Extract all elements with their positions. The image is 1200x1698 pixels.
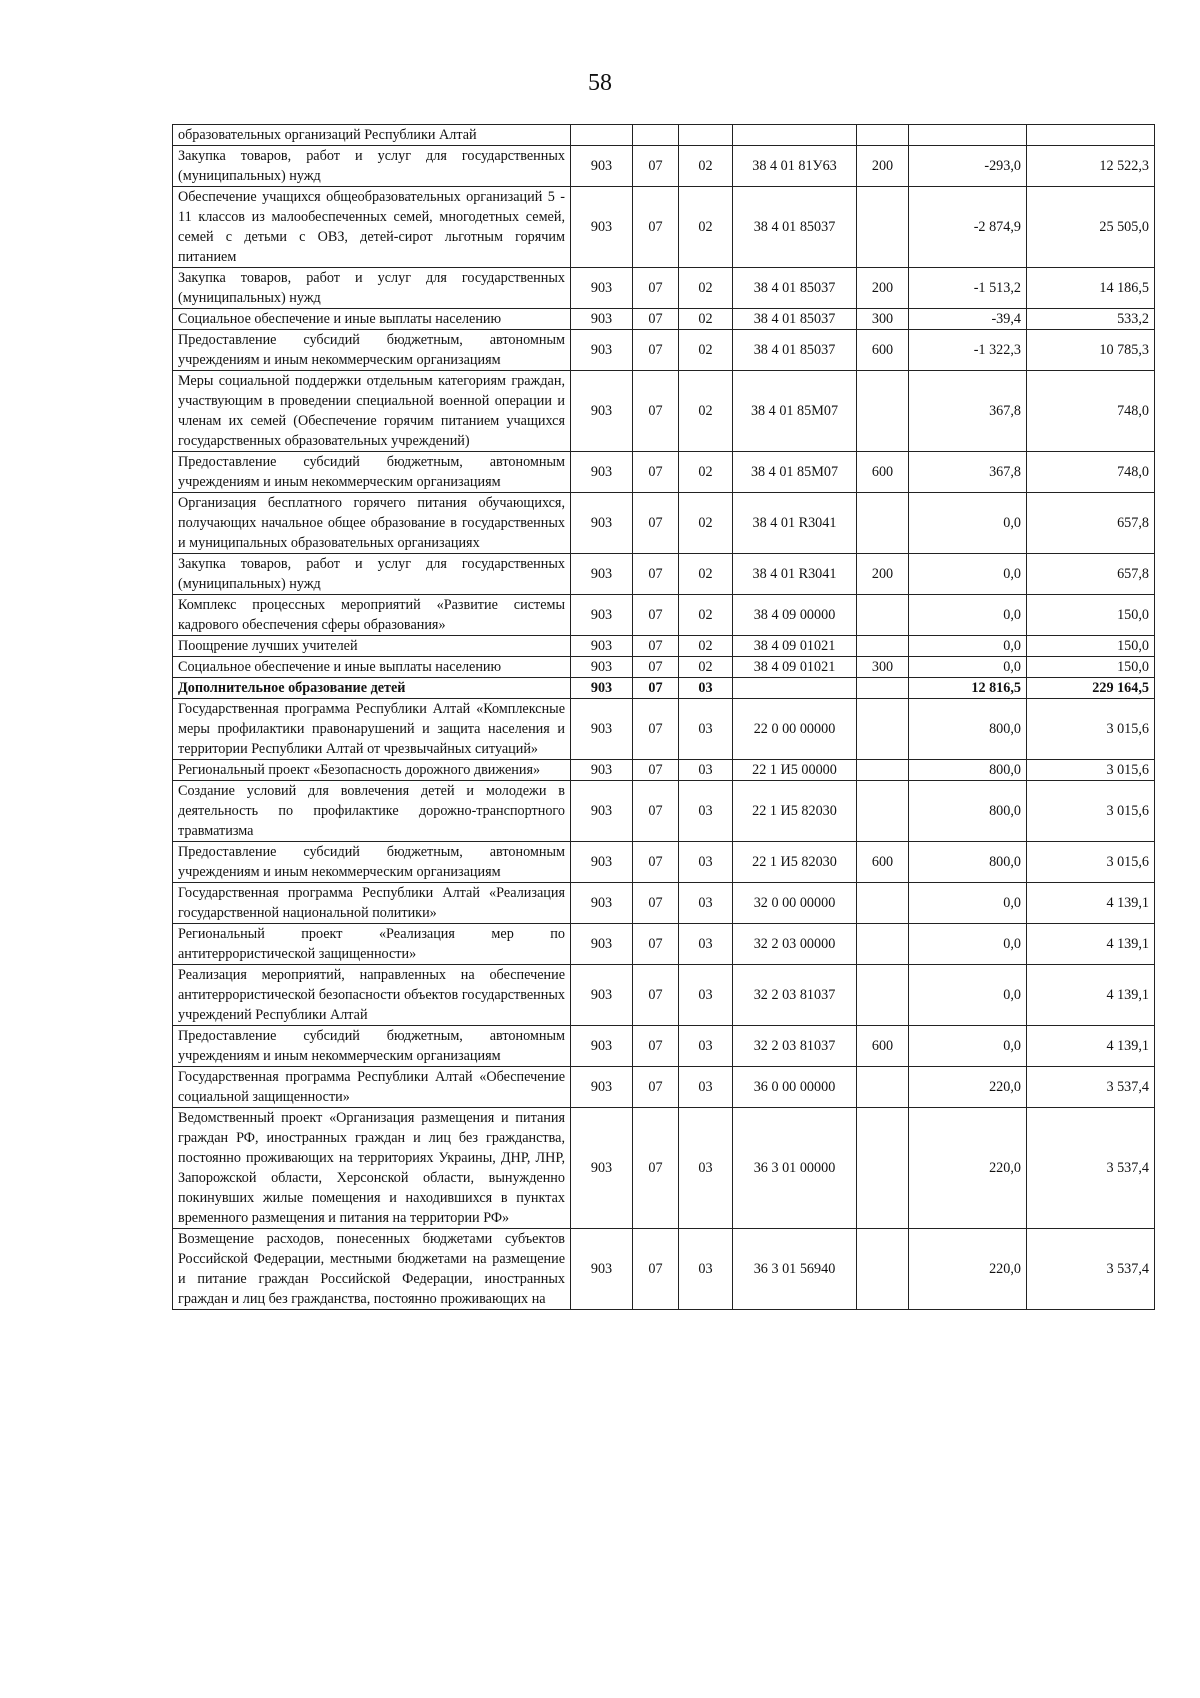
total-amount-cell: 4 139,1 (1027, 883, 1155, 924)
target-article-cell: 38 4 09 01021 (733, 636, 857, 657)
table-row (173, 1026, 1155, 1067)
grbs-code-cell: 903 (571, 678, 633, 699)
grbs-code-cell: 903 (571, 330, 633, 371)
table-row (173, 699, 1155, 760)
section-code-cell: 07 (633, 760, 679, 781)
total-amount-cell: 748,0 (1027, 371, 1155, 452)
grbs-code-cell: 903 (571, 1026, 633, 1067)
expense-type-cell (857, 1229, 909, 1310)
total-amount-cell: 3 015,6 (1027, 842, 1155, 883)
grbs-code-cell: 903 (571, 636, 633, 657)
grbs-code-cell: 903 (571, 760, 633, 781)
subsection-code-cell: 03 (679, 842, 733, 883)
expense-name-cell: Меры социальной поддержки отдельным категориям граждан, участвующим в проведении специальной военной операции и членам их семей (Обеспечение горячим питанием учащихся государственных образовательных учреждений) (173, 371, 571, 452)
grbs-code-cell: 903 (571, 924, 633, 965)
grbs-code-cell: 903 (571, 965, 633, 1026)
expense-name-cell: Комплекс процессных мероприятий «Развитие системы кадрового обеспечения сферы образования» (173, 595, 571, 636)
grbs-code-cell: 903 (571, 309, 633, 330)
change-amount-cell: 220,0 (909, 1229, 1027, 1310)
budget-table-body (173, 125, 1155, 1310)
total-amount-cell: 10 785,3 (1027, 330, 1155, 371)
subsection-code-cell: 02 (679, 146, 733, 187)
table-row (173, 146, 1155, 187)
grbs-code-cell (571, 125, 633, 146)
expense-type-cell (857, 125, 909, 146)
target-article-cell: 22 1 И5 00000 (733, 760, 857, 781)
change-amount-cell: 12 816,5 (909, 678, 1027, 699)
section-code-cell: 07 (633, 554, 679, 595)
change-amount-cell: 0,0 (909, 883, 1027, 924)
budget-table (172, 124, 1155, 1310)
change-amount-cell: 0,0 (909, 554, 1027, 595)
expense-type-cell (857, 595, 909, 636)
section-code-cell: 07 (633, 146, 679, 187)
grbs-code-cell: 903 (571, 493, 633, 554)
change-amount-cell: 0,0 (909, 965, 1027, 1026)
grbs-code-cell: 903 (571, 595, 633, 636)
section-code-cell: 07 (633, 781, 679, 842)
expense-type-cell: 600 (857, 1026, 909, 1067)
change-amount-cell: 367,8 (909, 452, 1027, 493)
expense-name-cell: Дополнительное образование детей (173, 678, 571, 699)
section-code-cell: 07 (633, 1108, 679, 1229)
section-code-cell: 07 (633, 883, 679, 924)
grbs-code-cell: 903 (571, 1067, 633, 1108)
target-article-cell (733, 125, 857, 146)
change-amount-cell: -1 513,2 (909, 268, 1027, 309)
section-code-cell (633, 125, 679, 146)
table-row (173, 309, 1155, 330)
total-amount-cell: 3 015,6 (1027, 699, 1155, 760)
expense-type-cell (857, 965, 909, 1026)
target-article-cell (733, 678, 857, 699)
change-amount-cell (909, 125, 1027, 146)
change-amount-cell: 0,0 (909, 657, 1027, 678)
total-amount-cell: 533,2 (1027, 309, 1155, 330)
expense-type-cell: 200 (857, 268, 909, 309)
table-row (173, 595, 1155, 636)
subsection-code-cell: 02 (679, 595, 733, 636)
expense-type-cell: 600 (857, 330, 909, 371)
subsection-code-cell: 03 (679, 924, 733, 965)
expense-name-cell: Закупка товаров, работ и услуг для государственных (муниципальных) нужд (173, 268, 571, 309)
expense-type-cell: 300 (857, 309, 909, 330)
expense-name-cell: Обеспечение учащихся общеобразовательных организаций 5 - 11 классов из малообеспеченных семей, многодетных семей, семей с детьми с ОВЗ, детей-сирот льготным горячим питанием (173, 187, 571, 268)
subsection-code-cell: 03 (679, 781, 733, 842)
table-row (173, 924, 1155, 965)
change-amount-cell: 220,0 (909, 1108, 1027, 1229)
subsection-code-cell: 03 (679, 1108, 733, 1229)
target-article-cell: 32 2 03 81037 (733, 965, 857, 1026)
grbs-code-cell: 903 (571, 1229, 633, 1310)
total-amount-cell: 4 139,1 (1027, 965, 1155, 1026)
table-row (173, 657, 1155, 678)
total-amount-cell: 12 522,3 (1027, 146, 1155, 187)
grbs-code-cell: 903 (571, 657, 633, 678)
section-code-cell: 07 (633, 842, 679, 883)
section-code-cell: 07 (633, 595, 679, 636)
expense-name-cell: Социальное обеспечение и иные выплаты населению (173, 309, 571, 330)
target-article-cell: 32 2 03 00000 (733, 924, 857, 965)
table-row (173, 330, 1155, 371)
target-article-cell: 38 4 01 85М07 (733, 452, 857, 493)
section-code-cell: 07 (633, 187, 679, 268)
target-article-cell: 38 4 01 85037 (733, 330, 857, 371)
table-row (173, 760, 1155, 781)
change-amount-cell: 800,0 (909, 760, 1027, 781)
page-number: 58 (588, 70, 612, 96)
target-article-cell: 38 4 09 00000 (733, 595, 857, 636)
target-article-cell: 22 1 И5 82030 (733, 781, 857, 842)
table-row (173, 636, 1155, 657)
expense-type-cell (857, 1108, 909, 1229)
subsection-code-cell: 03 (679, 883, 733, 924)
grbs-code-cell: 903 (571, 883, 633, 924)
table-row (173, 371, 1155, 452)
change-amount-cell: 800,0 (909, 781, 1027, 842)
total-amount-cell: 4 139,1 (1027, 1026, 1155, 1067)
target-article-cell: 38 4 01 R3041 (733, 554, 857, 595)
expense-name-cell: Реализация мероприятий, направленных на обеспечение антитеррористической безопасности объектов государственных учреждений Республики Алтай (173, 965, 571, 1026)
expense-name-cell: Государственная программа Республики Алтай «Реализация государственной национальной политики» (173, 883, 571, 924)
subsection-code-cell: 03 (679, 760, 733, 781)
section-code-cell: 07 (633, 636, 679, 657)
expense-type-cell (857, 636, 909, 657)
change-amount-cell: -2 874,9 (909, 187, 1027, 268)
target-article-cell: 38 4 01 85037 (733, 187, 857, 268)
table-row (173, 965, 1155, 1026)
section-code-cell: 07 (633, 1067, 679, 1108)
total-amount-cell: 748,0 (1027, 452, 1155, 493)
table-row (173, 883, 1155, 924)
subsection-code-cell: 03 (679, 965, 733, 1026)
grbs-code-cell: 903 (571, 842, 633, 883)
grbs-code-cell: 903 (571, 554, 633, 595)
expense-type-cell (857, 760, 909, 781)
change-amount-cell: 800,0 (909, 699, 1027, 760)
expense-name-cell: Региональный проект «Безопасность дорожного движения» (173, 760, 571, 781)
subsection-code-cell: 03 (679, 699, 733, 760)
section-code-cell: 07 (633, 657, 679, 678)
grbs-code-cell: 903 (571, 699, 633, 760)
expense-type-cell (857, 699, 909, 760)
target-article-cell: 38 4 01 81У63 (733, 146, 857, 187)
expense-type-cell (857, 924, 909, 965)
section-code-cell: 07 (633, 452, 679, 493)
expense-type-cell (857, 883, 909, 924)
table-row (173, 125, 1155, 146)
change-amount-cell: 367,8 (909, 371, 1027, 452)
expense-name-cell: Социальное обеспечение и иные выплаты населению (173, 657, 571, 678)
expense-type-cell (857, 493, 909, 554)
table-row (173, 452, 1155, 493)
grbs-code-cell: 903 (571, 1108, 633, 1229)
target-article-cell: 32 0 00 00000 (733, 883, 857, 924)
table-row (173, 187, 1155, 268)
expense-type-cell: 300 (857, 657, 909, 678)
total-amount-cell: 14 186,5 (1027, 268, 1155, 309)
table-row (173, 493, 1155, 554)
table-row (173, 1067, 1155, 1108)
expense-name-cell: Организация бесплатного горячего питания обучающихся, получающих начальное общее образование в государственных и муниципальных образовательных организациях (173, 493, 571, 554)
total-amount-cell: 150,0 (1027, 595, 1155, 636)
subsection-code-cell: 02 (679, 330, 733, 371)
table-row (173, 781, 1155, 842)
grbs-code-cell: 903 (571, 371, 633, 452)
subsection-code-cell: 02 (679, 636, 733, 657)
expense-type-cell: 200 (857, 554, 909, 595)
subsection-code-cell: 02 (679, 309, 733, 330)
subsection-code-cell: 02 (679, 268, 733, 309)
expense-name-cell: Государственная программа Республики Алтай «Обеспечение социальной защищенности» (173, 1067, 571, 1108)
change-amount-cell: 220,0 (909, 1067, 1027, 1108)
expense-type-cell (857, 781, 909, 842)
change-amount-cell: 0,0 (909, 636, 1027, 657)
expense-type-cell (857, 187, 909, 268)
table-row (173, 678, 1155, 699)
subsection-code-cell: 02 (679, 452, 733, 493)
section-code-cell: 07 (633, 1026, 679, 1067)
expense-name-cell: Закупка товаров, работ и услуг для государственных (муниципальных) нужд (173, 146, 571, 187)
expense-name-cell: Региональный проект «Реализация мер по антитеррористической защищенности» (173, 924, 571, 965)
total-amount-cell: 25 505,0 (1027, 187, 1155, 268)
total-amount-cell: 4 139,1 (1027, 924, 1155, 965)
table-row (173, 554, 1155, 595)
expense-name-cell: Предоставление субсидий бюджетным, автономным учреждениям и иным некоммерческим организациям (173, 330, 571, 371)
target-article-cell: 38 4 01 85037 (733, 309, 857, 330)
total-amount-cell: 657,8 (1027, 554, 1155, 595)
expense-name-cell: Создание условий для вовлечения детей и молодежи в деятельность по профилактике дорожно-транспортного травматизма (173, 781, 571, 842)
total-amount-cell (1027, 125, 1155, 146)
subsection-code-cell: 03 (679, 1067, 733, 1108)
section-code-cell: 07 (633, 699, 679, 760)
table-row (173, 268, 1155, 309)
total-amount-cell: 3 537,4 (1027, 1067, 1155, 1108)
target-article-cell: 36 3 01 00000 (733, 1108, 857, 1229)
subsection-code-cell (679, 125, 733, 146)
expense-type-cell (857, 1067, 909, 1108)
total-amount-cell: 150,0 (1027, 636, 1155, 657)
total-amount-cell: 3 015,6 (1027, 781, 1155, 842)
expense-name-cell: Ведомственный проект «Организация размещения и питания граждан РФ, иностранных граждан и лиц без гражданства, постоянно проживающих на территориях Украины, ДНР, ЛНР, Запорожской области, Херсонской области, вынужденно покинувших жилые помещения и находившихся в пунктах временного размещения и питания на территории РФ» (173, 1108, 571, 1229)
expense-name-cell: Предоставление субсидий бюджетным, автономным учреждениям и иным некоммерческим организациям (173, 452, 571, 493)
section-code-cell: 07 (633, 330, 679, 371)
target-article-cell: 36 0 00 00000 (733, 1067, 857, 1108)
subsection-code-cell: 02 (679, 187, 733, 268)
expense-name-cell: Возмещение расходов, понесенных бюджетами субъектов Российской Федерации, местными бюджетами на размещение и питание граждан Российской Федерации, иностранных граждан и лиц без гражданства, постоянно проживающих на (173, 1229, 571, 1310)
change-amount-cell: 0,0 (909, 595, 1027, 636)
target-article-cell: 38 4 01 85037 (733, 268, 857, 309)
change-amount-cell: 0,0 (909, 493, 1027, 554)
change-amount-cell: -1 322,3 (909, 330, 1027, 371)
total-amount-cell: 3 537,4 (1027, 1108, 1155, 1229)
subsection-code-cell: 02 (679, 493, 733, 554)
table-row (173, 1229, 1155, 1310)
subsection-code-cell: 03 (679, 678, 733, 699)
grbs-code-cell: 903 (571, 187, 633, 268)
grbs-code-cell: 903 (571, 268, 633, 309)
subsection-code-cell: 02 (679, 657, 733, 678)
change-amount-cell: -293,0 (909, 146, 1027, 187)
target-article-cell: 38 4 01 85М07 (733, 371, 857, 452)
expense-name-cell: Предоставление субсидий бюджетным, автономным учреждениям и иным некоммерческим организациям (173, 1026, 571, 1067)
total-amount-cell: 657,8 (1027, 493, 1155, 554)
section-code-cell: 07 (633, 309, 679, 330)
expense-name-cell: Государственная программа Республики Алтай «Комплексные меры профилактики правонарушений и защита населения и территории Республики Алтай от чрезвычайных ситуаций» (173, 699, 571, 760)
change-amount-cell: 0,0 (909, 924, 1027, 965)
change-amount-cell: -39,4 (909, 309, 1027, 330)
expense-type-cell (857, 371, 909, 452)
expense-type-cell (857, 678, 909, 699)
section-code-cell: 07 (633, 493, 679, 554)
subsection-code-cell: 02 (679, 371, 733, 452)
expense-type-cell: 200 (857, 146, 909, 187)
change-amount-cell: 0,0 (909, 1026, 1027, 1067)
target-article-cell: 22 0 00 00000 (733, 699, 857, 760)
section-code-cell: 07 (633, 1229, 679, 1310)
target-article-cell: 36 3 01 56940 (733, 1229, 857, 1310)
expense-name-cell: Закупка товаров, работ и услуг для государственных (муниципальных) нужд (173, 554, 571, 595)
table-row (173, 842, 1155, 883)
total-amount-cell: 3 015,6 (1027, 760, 1155, 781)
section-code-cell: 07 (633, 371, 679, 452)
section-code-cell: 07 (633, 678, 679, 699)
section-code-cell: 07 (633, 924, 679, 965)
expense-type-cell: 600 (857, 842, 909, 883)
subsection-code-cell: 03 (679, 1026, 733, 1067)
total-amount-cell: 3 537,4 (1027, 1229, 1155, 1310)
grbs-code-cell: 903 (571, 452, 633, 493)
subsection-code-cell: 02 (679, 554, 733, 595)
change-amount-cell: 800,0 (909, 842, 1027, 883)
grbs-code-cell: 903 (571, 146, 633, 187)
section-code-cell: 07 (633, 965, 679, 1026)
expense-name-cell: Предоставление субсидий бюджетным, автономным учреждениям и иным некоммерческим организациям (173, 842, 571, 883)
table-row (173, 1108, 1155, 1229)
target-article-cell: 32 2 03 81037 (733, 1026, 857, 1067)
expense-name-cell: образовательных организаций Республики Алтай (173, 125, 571, 146)
section-code-cell: 07 (633, 268, 679, 309)
target-article-cell: 22 1 И5 82030 (733, 842, 857, 883)
total-amount-cell: 150,0 (1027, 657, 1155, 678)
target-article-cell: 38 4 01 R3041 (733, 493, 857, 554)
total-amount-cell: 229 164,5 (1027, 678, 1155, 699)
target-article-cell: 38 4 09 01021 (733, 657, 857, 678)
expense-name-cell: Поощрение лучших учителей (173, 636, 571, 657)
subsection-code-cell: 03 (679, 1229, 733, 1310)
expense-type-cell: 600 (857, 452, 909, 493)
grbs-code-cell: 903 (571, 781, 633, 842)
